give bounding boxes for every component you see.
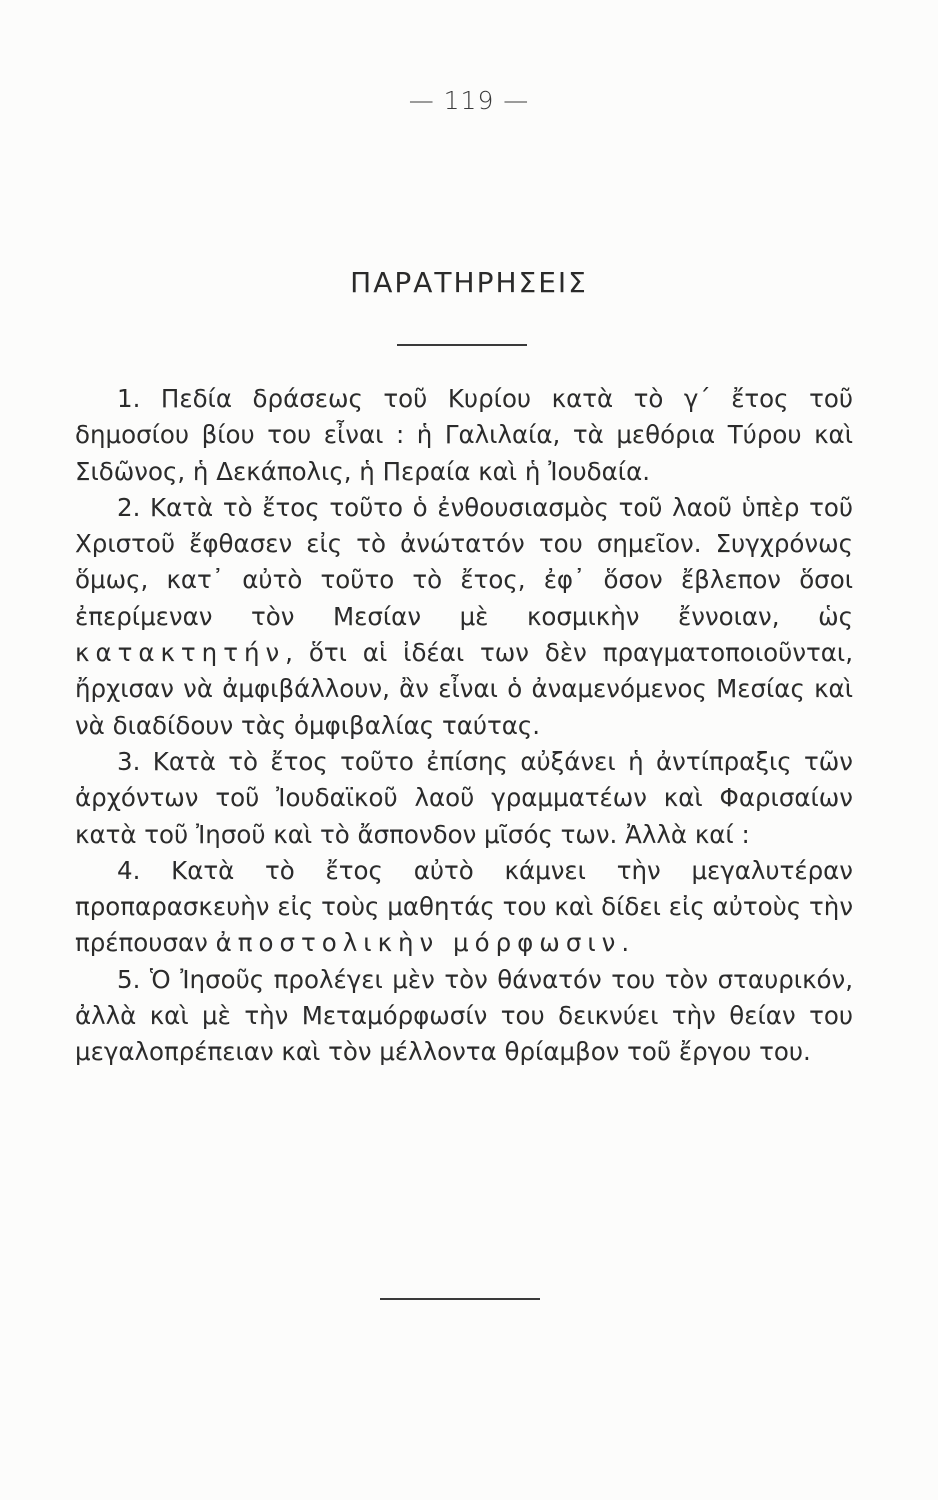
note-text: , ὅτι αἱ ἰδέαι των δὲν πραγματοποιοῦνται, ἤρχισαν νὰ ἀμφιβάλλουν, ἂν εἶναι ὁ ἀναμενόμενος Μεσίας καὶ νὰ διαδίδουν τὰς ὀμφιβαλίας ταύτας. bbox=[75, 638, 853, 740]
note-3 bbox=[75, 744, 853, 853]
note-text: 3. Κατὰ τὸ ἔτος τοῦτο ἐπίσης αὐξάνει ἡ ἀντίπραξις τῶν ἀρχόντων τοῦ Ἰουδαϊκοῦ λαοῦ γραμματέων καὶ Φαρισαίων κατὰ τοῦ Ἰησοῦ καὶ τὸ ἄσπονδον μῖσός των. Ἀλλὰ καί : bbox=[75, 746, 853, 849]
note-text: 4. Κατὰ τὸ ἔτος αὐτὸ κάμνει τὴν μεγαλυτέραν προπαρασκευὴν εἰς τοὺς μαθητάς του καὶ δίδει εἰς αὐτοὺς τὴν πρέπουσαν bbox=[75, 855, 853, 958]
section-heading: ΠΑΡΑΤΗΡΗΣΕΙΣ bbox=[350, 266, 588, 299]
note-text: 5. Ὁ Ἰησοῦς προλέγει μὲν τὸν θάνατόν του τὸν σταυρικόν, ἀλλὰ καὶ μὲ τὴν Μεταμόρφωσίν του δεικνύει τὴν θείαν του μεγαλοπρέπειαν καὶ τὸν μέλλοντα θρίαμβον τοῦ ἔργου του. bbox=[75, 964, 853, 1067]
note-5 bbox=[75, 962, 853, 1071]
heading-divider bbox=[397, 344, 527, 346]
page-number: — 119 — bbox=[408, 86, 530, 115]
notes-body bbox=[75, 381, 853, 1071]
note-2 bbox=[75, 490, 853, 744]
note-text: 1. Πεδία δράσεως τοῦ Κυρίου κατὰ τὸ γ΄ ἔτος τοῦ δημοσίου βίου του εἶναι : ἡ Γαλιλαία, τὰ μεθόρια Τύρου καὶ Σιδῶνος, ἡ Δεκάπολις, ἡ Περαία καὶ ἡ Ἰουδαία. bbox=[75, 384, 853, 486]
note-4 bbox=[75, 853, 853, 962]
spaced-emphasis: κατακτητήν bbox=[75, 638, 286, 668]
note-text: . bbox=[621, 928, 630, 958]
note-text: 2. Κατὰ τὸ ἔτος τοῦτο ὁ ἐνθουσιασμὸς τοῦ λαοῦ ὑπὲρ τοῦ Χριστοῦ ἔφθασεν εἰς τὸ ἀνώτατόν του σημεῖον. Συγχρόνως ὅμως, κατ᾽ αὐτὸ τοῦτο τὸ ἔτος, ἐφ᾽ ὅσον ἔβλεπον ὅσοι ἐπερίμεναν τὸν Μεσίαν μὲ κοσμικὴν ἔννοιαν, ὡς bbox=[75, 492, 853, 631]
note-1 bbox=[75, 381, 853, 490]
spaced-emphasis: ἀποστολικὴν μόρφωσιν bbox=[215, 928, 622, 958]
footer-divider bbox=[380, 1298, 540, 1300]
